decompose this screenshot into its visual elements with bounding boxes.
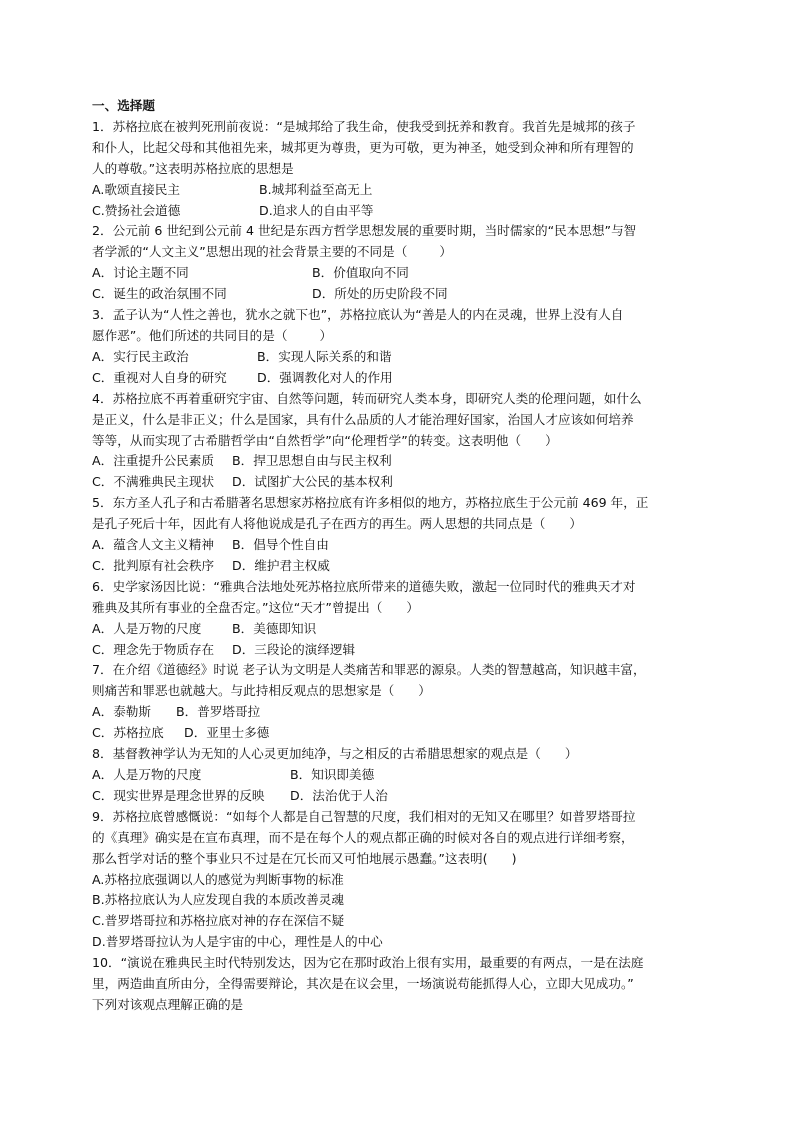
question-3-options-row-2 bbox=[92, 368, 712, 389]
question-1-line-2: 和仆人，比起父母和其他祖先来，城邦更为尊贵，更为可敬，更为神圣，她受到众神和所有理智的 bbox=[92, 139, 634, 155]
question-9-line-3: 那么哲学对话的整个事业只不过是在冗长而又可怕地展示愚蠢。”这表明( ) bbox=[92, 850, 517, 866]
option-a[interactable]: A．蕴含人文主义精神 bbox=[92, 537, 214, 553]
option-c[interactable]: C．理念先于物质存在 bbox=[92, 641, 215, 657]
question-10-line-1: 10．“演说在雅典民主时代特别发达，因为它在那时政治上很有实用，最重要的有两点，一是在法庭 bbox=[92, 955, 644, 971]
question-1-line-1: 1．苏格拉底在被判死刑前夜说：“是城邦给了我生命，使我受到抚养和教育。我首先是城邦的孩子 bbox=[92, 118, 636, 134]
option-d[interactable]: D.普罗塔哥拉认为人是宇宙的中心，理性是人的中心 bbox=[92, 934, 383, 950]
question-4-options-row-2 bbox=[92, 472, 712, 493]
question-9-line-2: 的《真理》确实是在宣布真理，而不是在每个人的观点都正确的时候对各自的观点进行详细考察， bbox=[92, 829, 634, 845]
question-2 bbox=[92, 221, 712, 305]
question-4 bbox=[92, 389, 712, 494]
question-10 bbox=[92, 953, 712, 1016]
option-c[interactable]: C．重视对人自身的研究 bbox=[92, 369, 227, 385]
question-5-options-row-2 bbox=[92, 556, 712, 577]
option-b[interactable]: B．倡导个性自由 bbox=[232, 537, 329, 553]
option-b[interactable]: B．知识即美德 bbox=[290, 767, 375, 782]
question-6-line-2: 雅典及其所有事业的全盘否定。”这位“天才”曾提出（ ） bbox=[92, 599, 419, 615]
option-d[interactable]: D．强调教化对人的作用 bbox=[257, 369, 393, 385]
question-9 bbox=[92, 807, 712, 953]
question-6 bbox=[92, 577, 712, 661]
option-a[interactable]: A．讨论主题不同 bbox=[92, 265, 189, 281]
option-c[interactable]: C．诞生的政治氛围不同 bbox=[92, 286, 227, 302]
option-d[interactable]: D.追求人的自由平等 bbox=[259, 202, 374, 218]
question-7-options-row-1 bbox=[92, 702, 712, 723]
question-4-line-3: 等等，从而实现了古希腊哲学由“自然哲学”向“伦理哲学”的转变。这表明他（ ） bbox=[92, 432, 558, 448]
option-a[interactable]: A．泰勒斯 bbox=[92, 704, 151, 720]
question-6-line-1: 6．史学家汤因比说：“雅典合法地处死苏格拉底所带来的道德失败，激起一位同时代的雅典天才对 bbox=[92, 578, 636, 594]
option-a[interactable]: A．实行民主政治 bbox=[92, 348, 189, 364]
question-8-options-row-1 bbox=[92, 765, 712, 786]
question-9-line-1: 9．苏格拉底曾感慨说：“如每个人都是自己智慧的尺度，我们相对的无知又在哪里？如普罗塔哥拉 bbox=[92, 808, 636, 824]
question-10-line-2: 里，两造曲直所由分，全得需要辩论，其次是在议会里，一场演说苟能抓得人心，立即大见成功。” bbox=[92, 976, 634, 992]
question-8 bbox=[92, 744, 712, 807]
option-d[interactable]: D．法治优于人治 bbox=[290, 787, 388, 803]
option-b[interactable]: B．捍卫思想自由与民主权利 bbox=[232, 453, 392, 469]
option-c[interactable]: C．不满雅典民主现状 bbox=[92, 474, 215, 490]
question-5 bbox=[92, 493, 712, 577]
option-d[interactable]: D．三段论的演绎逻辑 bbox=[232, 641, 356, 657]
option-c[interactable]: C.赞扬社会道德 bbox=[92, 202, 181, 218]
option-a[interactable]: A．人是万物的尺度 bbox=[92, 620, 202, 636]
option-b[interactable]: B．美德即知识 bbox=[232, 620, 317, 636]
question-4-line-1: 4．苏格拉底不再着重研究宇宙、自然等问题，转而研究人类本身，即研究人类的伦理问题，如什么 bbox=[92, 390, 642, 406]
option-a[interactable]: A．注重提升公民素质 bbox=[92, 453, 214, 469]
question-7-options-row-2 bbox=[92, 723, 712, 744]
question-6-options-row-2 bbox=[92, 640, 712, 661]
question-4-line-2: 是正义，什么是非正义；什么是国家，具有什么品质的人才能治理好国家，治国人才应该如何培养 bbox=[92, 411, 634, 427]
question-2-options-row-1 bbox=[92, 263, 712, 284]
question-3-line-2: 愿作恶”。他们所述的共同目的是（ ） bbox=[92, 327, 333, 343]
question-3 bbox=[92, 305, 712, 389]
option-c[interactable]: C.普罗塔哥拉和苏格拉底对神的存在深信不疑 bbox=[92, 913, 345, 929]
question-2-options-row-2 bbox=[92, 284, 712, 305]
option-d[interactable]: D．维护君主权威 bbox=[232, 557, 330, 573]
option-a[interactable]: A．人是万物的尺度 bbox=[92, 767, 202, 782]
question-3-options-row-1 bbox=[92, 347, 712, 368]
option-c[interactable]: C．批判原有社会秩序 bbox=[92, 557, 215, 573]
option-d[interactable]: D．亚里士多德 bbox=[184, 725, 270, 741]
option-b[interactable]: B.城邦利益至高无上 bbox=[259, 181, 373, 197]
question-5-options-row-1 bbox=[92, 535, 712, 556]
exam-page bbox=[92, 96, 712, 1016]
section-title: 一、选择题 bbox=[92, 98, 155, 113]
question-1-options-row-1 bbox=[92, 180, 712, 201]
question-8-line-1: 8．基督教神学认为无知的人心灵更加纯净，与之相反的古希腊思想家的观点是（ ） bbox=[92, 746, 578, 762]
option-c[interactable]: C．现实世界是理念世界的反映 bbox=[92, 787, 265, 803]
question-5-line-2: 是孔子死后十年，因此有人将他说成是孔子在西方的再生。两人思想的共同点是（ ） bbox=[92, 516, 582, 532]
question-7-line-2: 则痛苦和罪恶也就越大。与此持相反观点的思想家是（ ） bbox=[92, 683, 431, 699]
option-a[interactable]: A.苏格拉底强调以人的感觉为判断事物的标准 bbox=[92, 871, 344, 887]
question-7 bbox=[92, 660, 712, 744]
option-a[interactable]: A.歌颂直接民主 bbox=[92, 181, 180, 197]
question-10-line-3: 下列对该观点理解正确的是 bbox=[92, 996, 244, 1012]
option-d[interactable]: D．所处的历史阶段不同 bbox=[312, 286, 448, 302]
question-1-line-3: 人的尊敬。”这表明苏格拉底的思想是 bbox=[92, 160, 294, 176]
option-b[interactable]: B．实现人际关系的和谐 bbox=[257, 348, 392, 364]
question-4-options-row-1 bbox=[92, 451, 712, 472]
question-8-options-row-2 bbox=[92, 786, 712, 807]
option-b[interactable]: B．价值取向不同 bbox=[312, 265, 409, 281]
option-d[interactable]: D．试图扩大公民的基本权利 bbox=[232, 474, 393, 490]
question-5-line-1: 5．东方圣人孔子和古希腊著名思想家苏格拉底有许多相似的地方，苏格拉底生于公元前 469 年，正 bbox=[92, 495, 649, 511]
option-c[interactable]: C．苏格拉底 bbox=[92, 725, 164, 741]
question-2-line-2: 者学派的“人文主义”思想出现的社会背景主要的不同是（ ） bbox=[92, 244, 452, 260]
question-7-line-1: 7．在介绍《道德经》时说 老子认为文明是人类痛苦和罪恶的源泉。人类的智慧越高，知识越丰富， bbox=[92, 662, 646, 678]
question-1-options-row-2 bbox=[92, 201, 712, 222]
question-3-line-1: 3．孟子认为“人性之善也，犹水之就下也”，苏格拉底认为“善是人的内在灵魂，世界上没有人自 bbox=[92, 307, 624, 323]
question-6-options-row-1 bbox=[92, 619, 712, 640]
option-b[interactable]: B．普罗塔哥拉 bbox=[176, 704, 261, 720]
option-b[interactable]: B.苏格拉底认为人应发现自我的本质改善灵魂 bbox=[92, 892, 344, 908]
question-2-line-1: 2．公元前 6 世纪到公元前 4 世纪是东西方哲学思想发展的重要时期，当时儒家的“民本思想”与智 bbox=[92, 223, 637, 239]
question-1 bbox=[92, 117, 712, 222]
